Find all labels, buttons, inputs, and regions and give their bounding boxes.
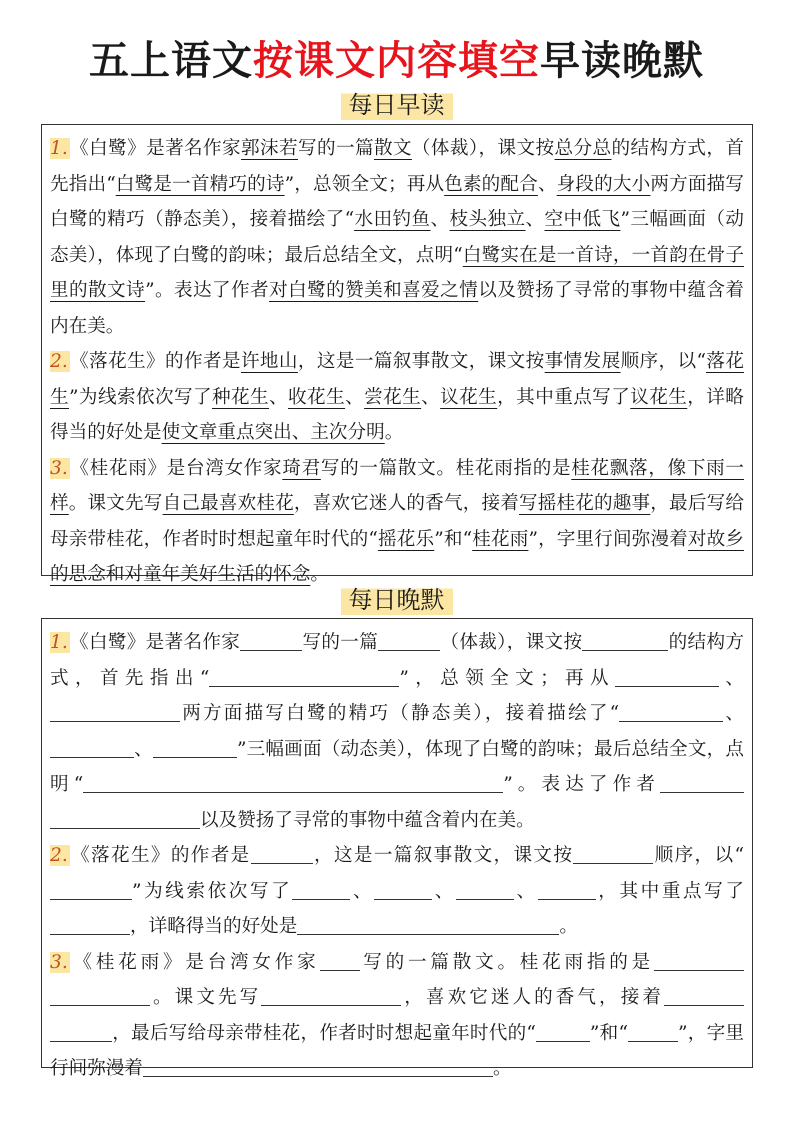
answer: 白鹭是一首精巧的诗 (115, 173, 285, 195)
answer-blank[interactable] (378, 632, 440, 651)
question-number: 2. (50, 845, 68, 866)
answer: 议花生 (630, 386, 688, 408)
evening-question-1: 1. 《白鹭》是著名作家 写的一篇 （体裁），课文按 的结构方式，首先指出“ ”，总领全文；再从 、两方面描写白鹭的精巧（静态美），接着描绘了“ 、、 ”三幅画面（动态美），体现了白鹭的韵味；最后总结全文，点明“ ”。表达了作者以及赞扬了寻常的事物中蕴含着内在美。 (50, 632, 744, 831)
answer-blank[interactable] (209, 668, 399, 687)
answer: 对故乡的思念和对童年美好生活的怀念 (50, 528, 744, 585)
answer-blank[interactable] (582, 632, 668, 651)
answer-blank[interactable] (664, 987, 744, 1006)
answer-blank[interactable] (660, 774, 744, 793)
answer-blank[interactable] (50, 987, 150, 1006)
answer: 郭沫若 (241, 138, 298, 159)
question-number: 1. (50, 632, 68, 653)
question-number: 1. (50, 138, 68, 159)
answer-blank[interactable] (251, 845, 313, 864)
evening-box (41, 618, 753, 1079)
answer: 身段的大小 (556, 173, 651, 195)
answer-blank[interactable] (536, 1023, 590, 1042)
answer: 使文章重点突出、主次分明 (161, 422, 385, 443)
page-title (0, 34, 793, 88)
answer: 空中低飞 (544, 209, 621, 230)
answer-blank[interactable] (320, 952, 360, 971)
answer: 事情发展 (544, 351, 621, 372)
answer-blank[interactable] (50, 881, 132, 900)
answer: 落花生 (50, 351, 744, 408)
answer-blank[interactable] (143, 1058, 493, 1077)
morning-label: 每日早读 (0, 87, 793, 123)
title-part3: 早读晚默 (540, 38, 704, 84)
answer-blank[interactable] (50, 810, 200, 829)
answer-blank[interactable] (615, 668, 719, 687)
answer: 写摇桂花的趣事 (518, 493, 651, 514)
answer: 尝花生 (364, 386, 422, 408)
answer: 枝头独立 (449, 209, 526, 230)
morning-box (41, 124, 753, 585)
question-number: 3. (50, 951, 68, 973)
answer-blank[interactable] (292, 881, 350, 900)
answer: 种花生 (212, 386, 270, 408)
answer-blank[interactable] (83, 774, 503, 793)
answer-blank[interactable] (153, 739, 237, 758)
evening-question-2: 2. 《落花生》的作者是 ，这是一篇叙事散文，课文按 顺序，以“”为线索依次写了 、 、 、 ，其中重点写了，详略得当的好处是 。 (50, 845, 744, 937)
answer: 总分总 (554, 138, 612, 159)
answer-blank[interactable] (654, 952, 744, 971)
answer: 收花生 (288, 386, 346, 408)
answer-blank[interactable] (538, 881, 596, 900)
answer: 色素的配合 (444, 173, 538, 195)
evening-label: 每日晚默 (0, 582, 793, 618)
answer-blank[interactable] (50, 1023, 112, 1042)
answer: 桂花雨 (472, 528, 529, 550)
answer: 桂花飘落，像下雨一样 (50, 457, 744, 514)
answer: 对白鹭的赞美和喜爱之情 (269, 280, 479, 301)
answer-blank[interactable] (261, 987, 401, 1006)
answer-blank[interactable] (50, 916, 130, 935)
answer-blank[interactable] (456, 881, 514, 900)
evening-question-3: 3. 《桂花雨》是台湾女作家 写的一篇散文。桂花雨指的是。课文先写 ，喜欢它迷人的香气，接着，最后写给母亲带桂花，作者时时想起童年时代的“ ”和“ ”，字里行间弥漫着 。 (50, 951, 744, 1079)
morning-question-2: 2. 《落花生》的作者是许地山，这是一篇叙事散文，课文按事情发展顺序，以“落花生”为线索依次写了种花生、收花生、尝花生、议花生，其中重点写了议花生，详略得当的好处是使文章重点突出、主次分明。 (50, 351, 744, 443)
answer: 许地山 (240, 351, 298, 372)
morning-question-3: 3. 《桂花雨》是台湾女作家琦君写的一篇散文。桂花雨指的是桂花飘落，像下雨一样。课文先写自己最喜欢桂花，喜欢它迷人的香气，接着写摇桂花的趣事，最后写给母亲带桂花，作者时时想起童年时代的“摇花乐”和“桂花雨”，字里行间弥漫着对故乡的思念和对童年美好生活的怀念。 (50, 457, 744, 585)
answer-blank[interactable] (374, 881, 432, 900)
answer: 散文 (373, 138, 412, 159)
title-part2: 按课文内容填空 (253, 38, 540, 84)
answer-blank[interactable] (50, 739, 134, 758)
answer: 水田钓鱼 (354, 209, 431, 230)
answer-blank[interactable] (573, 845, 653, 864)
title-part1: 五上语文 (89, 38, 253, 84)
question-number: 3. (50, 457, 68, 479)
question-number: 2. (50, 351, 68, 372)
answer: 白鹭实在是一首诗，一首韵在骨子里的散文诗 (50, 244, 744, 301)
answer: 自己最喜欢桂花 (162, 493, 294, 514)
answer-blank[interactable] (297, 916, 559, 935)
answer-blank[interactable] (50, 703, 180, 722)
answer-blank[interactable] (619, 703, 723, 722)
answer: 议花生 (440, 386, 498, 408)
answer: 摇花乐 (377, 528, 435, 550)
answer-blank[interactable] (628, 1023, 678, 1042)
answer-blank[interactable] (240, 632, 302, 651)
morning-question-1: 1. 《白鹭》是著名作家郭沫若写的一篇散文（体裁），课文按总分总的结构方式，首先指出“白鹭是一首精巧的诗”，总领全文；再从色素的配合、身段的大小两方面描写白鹭的精巧（静态美），接着描绘了“水田钓鱼、枝头独立、空中低飞”三幅画面（动态美），体现了白鹭的韵味；最后总结全文，点明“白鹭实在是一首诗，一首韵在骨子里的散文诗”。表达了作者对白鹭的赞美和喜爱之情以及赞扬了寻常的事物中蕴含着内在美。 (50, 138, 744, 337)
answer: 琦君 (282, 457, 321, 479)
